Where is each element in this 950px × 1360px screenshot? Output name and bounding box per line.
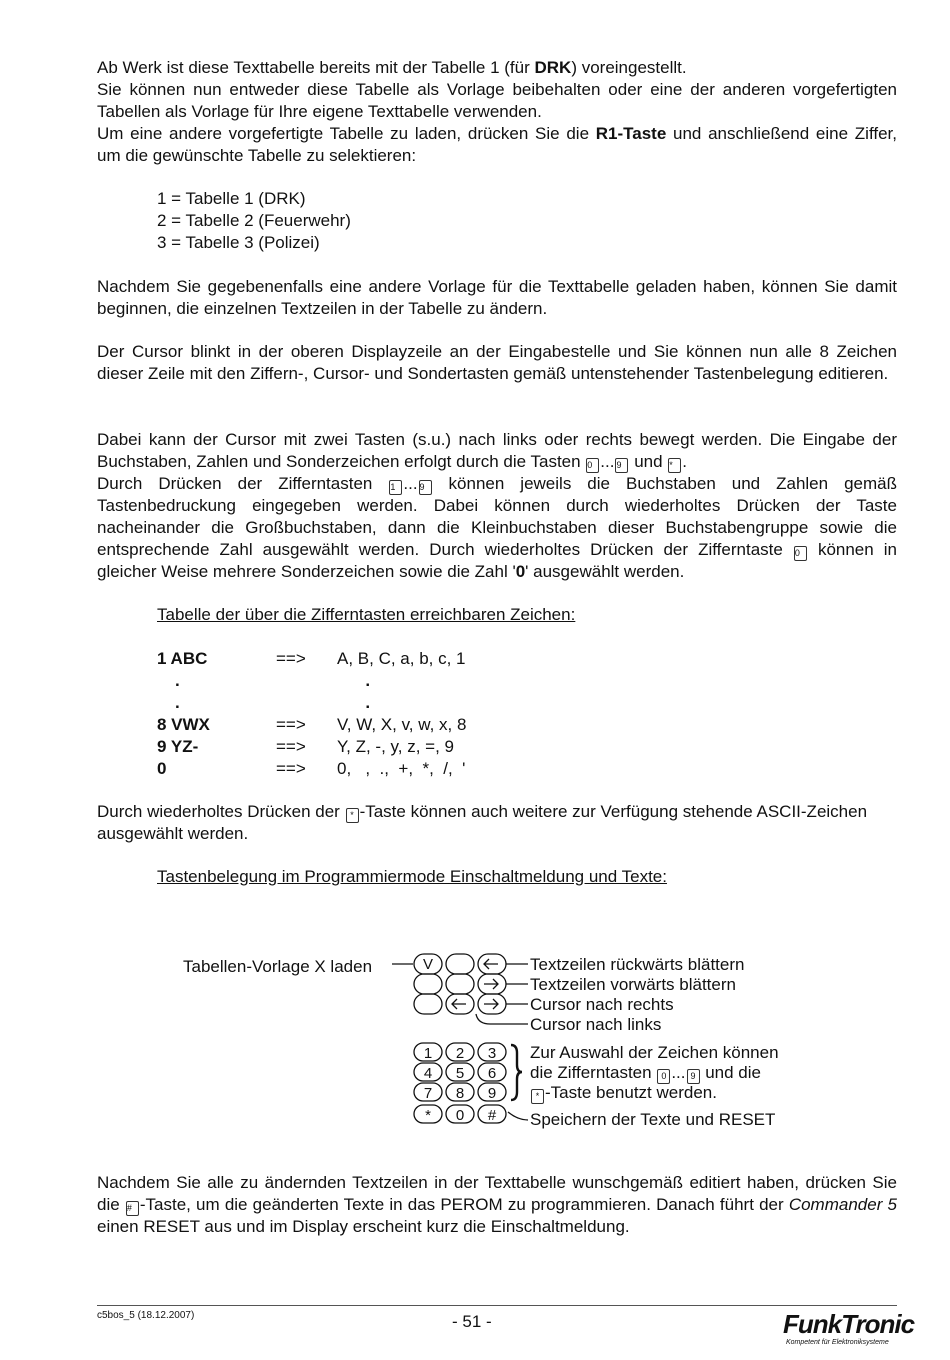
para-input-zero: 0 (515, 562, 526, 581)
para-input-dot: . (682, 452, 688, 471)
label-select-1: Zur Auswahl der Zeichen können (530, 1043, 779, 1062)
key-blank-icon (446, 974, 474, 994)
arrow-left-icon (484, 959, 498, 969)
intro-paragraph (97, 57, 897, 167)
intro-text-3c: und anschließend eine Ziffer, um die gewünschte Tabelle zu selektieren: (97, 124, 897, 165)
char-key: . (175, 693, 180, 712)
para-cursor: Der Cursor blinkt in der oberen Displayzeile an der Eingabestelle und Sie können nun alle 8 Zeichen dieser Zeile mit den Ziffern-, Cursor- und Sondertasten gemäß untenstehender Tastenbelegung editieren. (97, 342, 897, 383)
intro-text-1c: ) voreingestellt. (571, 58, 687, 77)
page-number: - 51 - (452, 1312, 492, 1331)
arrow-right-icon (484, 979, 498, 989)
intro-line-3 (97, 123, 897, 167)
logo-text: FunkTronic (783, 1309, 915, 1339)
para-final-text-d: einen RESET aus und im Display erscheint kurz die Einschaltmeldung. (97, 1217, 630, 1236)
key-star-label: * (425, 1107, 431, 1124)
table-option-2: 2 = Tabelle 2 (Feuerwehr) (157, 211, 351, 230)
key-star-icon: * (531, 1089, 544, 1104)
key-6-label: 6 (487, 1065, 497, 1082)
key-1-label: 1 (423, 1045, 433, 1062)
keypad-diagram (380, 948, 540, 1128)
char-table-row (157, 670, 657, 692)
para-input-line-2 (97, 473, 897, 583)
char-table-row (157, 714, 657, 736)
key-7-label: 7 (423, 1085, 433, 1102)
arrow-right-icon (484, 999, 498, 1009)
label-select-2b: ... (671, 1063, 686, 1082)
para-input-text-j: ' ausgewählt werden. (525, 562, 685, 581)
key-blank-icon (414, 974, 442, 994)
char-values: . (337, 693, 371, 712)
para-ascii-text-b: -Taste können auch weitere zur Verfügung stehende ASCII-Zeichen ausgewählt werden. (97, 802, 868, 843)
label-select-3-text: -Taste benutzt werden. (545, 1083, 717, 1102)
char-key: 0 (157, 759, 167, 778)
para-input-text-e: Durch Drücken der Zifferntasten (97, 474, 389, 493)
arrow-left-icon (452, 999, 466, 1009)
intro-line-2: Sie können nun entweder diese Tabelle als Vorlage beibehalten oder eine der anderen vorgefertigten Tabellen als Vorlage für Ihre eigene Texttabelle verwenden. (97, 80, 897, 121)
intro-drk: DRK (534, 58, 572, 77)
key-9-icon: 9 (419, 480, 432, 495)
char-arrow: ==> (276, 737, 306, 756)
para-final-product: Commander 5 (788, 1195, 897, 1214)
label-select-2 (530, 1063, 761, 1084)
key-blank-icon (414, 994, 442, 1014)
footer-doc-id: c5bos_5 (18.12.2007) (97, 1310, 195, 1321)
label-select-2c: und die (700, 1063, 761, 1082)
char-arrow: ==> (276, 649, 306, 668)
char-table-row (157, 692, 657, 714)
key-5-label: 5 (455, 1065, 465, 1082)
char-key: 1 ABC (157, 649, 208, 668)
logo-subtitle: Kompetent für Elektroniksysteme (786, 1339, 889, 1346)
char-arrow: ==> (276, 759, 306, 778)
para-input-und: und (629, 452, 668, 471)
key-1-icon: 1 (389, 480, 402, 495)
footer-rule (97, 1305, 897, 1306)
intro-r1-taste: R1-Taste (595, 124, 667, 143)
key-3-label: 3 (487, 1045, 497, 1062)
char-key: 8 VWX (157, 715, 210, 734)
key-8-label: 8 (455, 1085, 465, 1102)
key-4-label: 4 (423, 1065, 433, 1082)
key-hash-icon: # (126, 1201, 139, 1216)
char-values: Y, Z, -, y, z, =, 9 (337, 737, 454, 756)
para-input-text-g: können jeweils die Buchstaben und Zahlen gemäß Tastenbedruckung eingegeben werden. Dabei können durch wiederholtes Drücken der Taste nacheinander die Großbuchstaben, dann die Kleinbuchstaben dieser Buchstabengruppe sowie die entsprechende Zahl ausgewählt werden. Durch wiederholtes Drücken der Zifferntaste (97, 474, 897, 559)
funktronic-logo (783, 1309, 915, 1351)
para-input (97, 429, 897, 583)
para-final-text-a: Nachdem Sie alle zu ändernden Textzeilen in der Texttabelle wunschgemäß editiert haben, drücken Sie die (97, 1173, 897, 1214)
label-cursor-left: Cursor nach links (530, 1015, 662, 1034)
label-select-3 (530, 1083, 717, 1104)
key-blank-icon (446, 954, 474, 974)
para-input-text-a: Dabei kann der Cursor mit zwei Tasten (s.u.) nach links oder rechts bewegt werden. Die Eingabe der Buchstaben, Zahlen und Sonderzeichen erfolgt durch die Tasten (97, 430, 897, 471)
para-input-text-h: können in gleicher Weise mehrere Sonderzeichen sowie die Zahl ' (97, 540, 897, 581)
table-option-3: 3 = Tabelle 3 (Polizei) (157, 233, 320, 252)
keymap-title: Tastenbelegung im Programmiermode Einschaltmeldung und Texte: (157, 867, 667, 886)
para-input-ellipsis-2: ... (403, 474, 418, 493)
char-table-row (157, 736, 657, 758)
intro-text-3a: Um eine andere vorgefertigte Tabelle zu laden, drücken Sie die (97, 124, 596, 143)
curly-brace-icon (511, 1045, 522, 1100)
char-arrow: ==> (276, 715, 306, 734)
char-values: V, W, X, v, w, x, 8 (337, 715, 467, 734)
label-cursor-right: Cursor nach rechts (530, 995, 674, 1014)
label-save-reset: Speichern der Texte und RESET (530, 1110, 776, 1129)
key-2-label: 2 (455, 1045, 465, 1062)
char-table-title: Tabelle der über die Zifferntasten erreichbaren Zeichen: (157, 605, 576, 624)
key-9-icon: 9 (615, 458, 628, 473)
key-0-icon: 0 (657, 1069, 670, 1084)
key-0-icon: 0 (794, 546, 807, 561)
key-9-label: 9 (487, 1085, 497, 1102)
char-table-row (157, 758, 657, 780)
para-input-ellipsis: ... (600, 452, 615, 471)
key-star-icon: * (668, 458, 681, 473)
para-final-text-b: -Taste, um die geänderten Texte in das PEROM zu programmieren. Danach führt der (139, 1195, 789, 1214)
intro-text-1a: Ab Werk ist diese Texttabelle bereits mit der Tabelle 1 (für (97, 58, 535, 77)
para-load: Nachdem Sie gegebenenfalls eine andere Vorlage für die Texttabelle geladen haben, können Sie damit beginnen, die einzelnen Textzeilen in der Tabelle zu ändern. (97, 277, 897, 318)
label-scroll-forward: Textzeilen vorwärts blättern (530, 975, 736, 994)
key-0-icon: 0 (586, 458, 599, 473)
leader-line (508, 1112, 528, 1120)
para-final (97, 1172, 897, 1238)
label-load-template: Tabellen-Vorlage X laden (183, 957, 373, 976)
leader-line (476, 1014, 528, 1024)
key-0-label: 0 (455, 1107, 465, 1124)
key-hash-label: # (487, 1107, 497, 1124)
key-v-label: V (422, 956, 434, 973)
char-key: 9 YZ- (157, 737, 199, 756)
label-scroll-back: Textzeilen rückwärts blättern (530, 955, 745, 974)
para-ascii (97, 801, 897, 845)
table-option-1: 1 = Tabelle 1 (DRK) (157, 189, 306, 208)
label-select-2a: die Zifferntasten (530, 1063, 657, 1082)
intro-line-1 (97, 57, 897, 79)
key-star-icon: * (346, 808, 359, 823)
para-ascii-text-a: Durch wiederholtes Drücken der (97, 802, 345, 821)
char-key: . (175, 671, 180, 690)
key-9-icon: 9 (687, 1069, 700, 1084)
char-values: A, B, C, a, b, c, 1 (337, 649, 466, 668)
char-values: 0, , ., +, *, /, ' (337, 759, 466, 778)
char-values: . (337, 671, 371, 690)
char-table-row (157, 648, 657, 670)
